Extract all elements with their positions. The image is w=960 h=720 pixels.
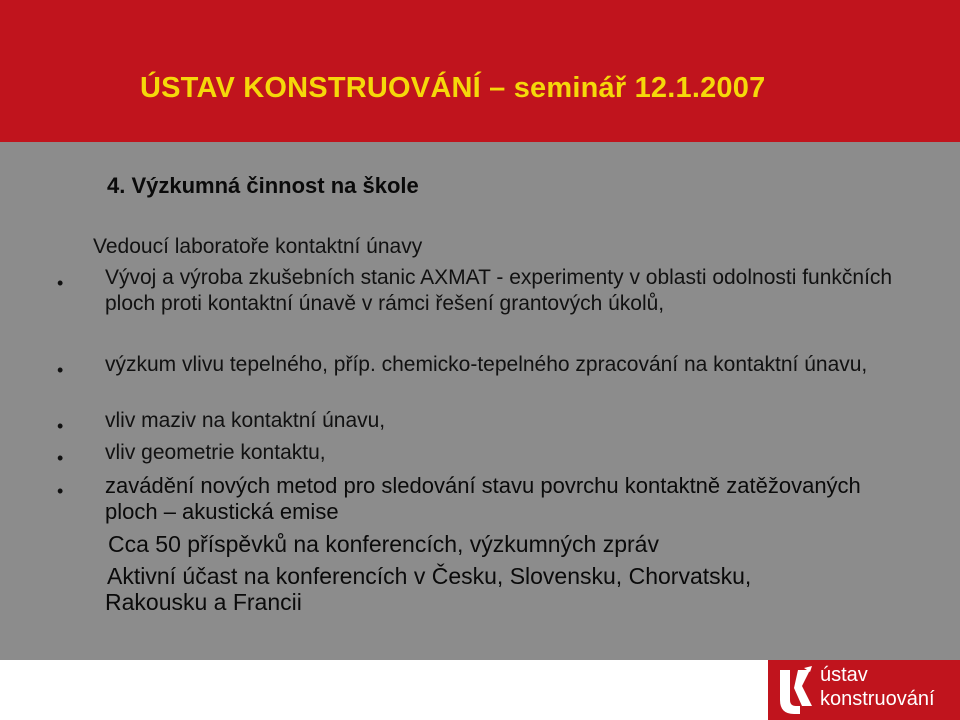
- slide-header-title: ÚSTAV KONSTRUOVÁNÍ – seminář 12.1.2007: [140, 72, 766, 104]
- header-bar: [0, 0, 960, 142]
- bullet-item: Vývoj a výroba zkušebních stanic AXMAT - experimenty v oblasti odolnosti funkčních ploch proti kontaktní únavě v rámci řešení grantových úkolů,: [105, 266, 893, 315]
- lead-text: Vedoucí laboratoře kontaktní únavy: [93, 235, 423, 258]
- logo-text-line1: ústav: [820, 664, 868, 686]
- plain-line: Rakousku a Francii: [105, 589, 302, 615]
- section-title: 4. Výzkumná činnost na škole: [107, 173, 419, 198]
- bullet-marker: •: [57, 273, 64, 293]
- bullet-marker: •: [57, 416, 64, 436]
- logo-mark-icon: [776, 666, 820, 716]
- logo-text-line2: konstruování: [820, 688, 935, 710]
- bullet-marker: •: [57, 481, 64, 501]
- plain-line: Cca 50 příspěvků na konferencích, výzkumných zpráv: [108, 531, 659, 557]
- institute-logo: [768, 660, 960, 720]
- bullet-marker: •: [57, 448, 64, 468]
- bullet-item: vliv maziv na kontaktní únavu,: [105, 409, 386, 432]
- plain-line: Aktivní účast na konferencích v Česku, Slovensku, Chorvatsku,: [107, 563, 752, 589]
- bullet-item: výzkum vlivu tepelného, příp. chemicko-tepelného zpracování na kontaktní únavu,: [105, 353, 868, 376]
- bullet-item: vliv geometrie kontaktu,: [105, 441, 326, 464]
- bullet-item: zavádění nových metod pro sledování stavu povrchu kontaktně zatěžovaných ploch – akustická emise: [105, 473, 861, 524]
- bullet-marker: •: [57, 360, 64, 380]
